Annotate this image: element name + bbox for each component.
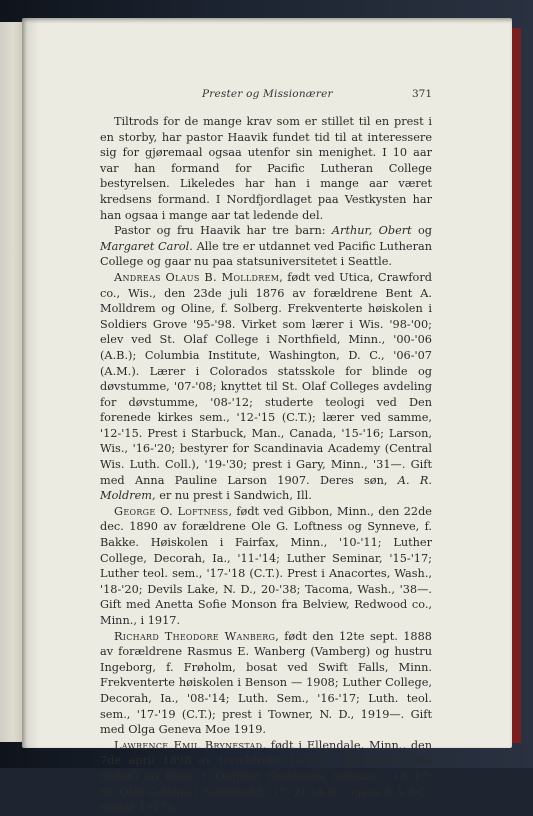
paragraph-loftness: George O. Loftness, født ved Gibbon, Minn., den 22de dec. 1890 av forældrene Ole G. Loftness og Synneve, f. Bakke. Høiskolen i Fairfax, Minn., '10-'11; Luther College, Decorah, Ia., '11-'14; Luther Seminar, '15-'17; Luther teol. sem., '17-'18 (C.T.). Prest i Anacortes, Wash., '18-'20; Devils Lake, N. D., 20-'38; Tacoma, Wash., '38—. Gift med Anetta Sofie Monson fra Belview, Redwood co., Minn., i 1917. xyxy=(100,504,432,627)
book-cover-edge xyxy=(512,28,521,743)
running-title: Prester og Missionærer xyxy=(202,88,333,100)
paragraph-haavik-children: Pastor og fru Haavik har tre barn: Arthur, Obert og Margaret Carol. Alle tre er utdannet ved Pacific Lutheran College og gaar nu paa statsuniversitetet i Seattle. xyxy=(100,224,433,269)
paragraph-molldrem: Andreas Olaus B. Molldrem, født ved Utica, Crawford co., Wis., den 23de juli 1876 av forældrene Bent A. Molldrem og Oline, f. Solberg. Frekventerte høiskolen i Soldiers Grove '95-'98. Virket som lærer i Wis. '98-'00; elev ved St. Olaf College i Northfield, Minn., '00-'06 (A.B.); Columbia Institute, Washington, D. C., '06-'07 (A.M.). Lærer i Colorados statsskole for blinde og døvstumme, '07-'08; knyttet til St. Olaf Colleges avdeling for døvstumme, '08-'12; studerte teologi ved Den forenede kirkes sem., '12-'15 (C.T.); lærer ved samme, '12-'15. Prest i Starbuck, Man., Canada, '15-'16; Larson, Wis., '16-'20; bestyrer for Scandinavia Academy (Central Wis. Luth. Coll.), '19-'30; prest i Gary, Minn., '31—. Gift med Anna Pauline Larson 1907. Deres søn, A. R. Moldrem, er nu prest i Sandwich, Ill. xyxy=(100,270,432,503)
page-header xyxy=(100,88,432,104)
entry-name: George O. Loftness xyxy=(114,504,229,518)
page-number: 371 xyxy=(411,88,432,100)
page-body xyxy=(100,114,432,816)
entry-name: Richard Theodore Wanberg xyxy=(114,629,276,643)
entry-name: Andreas Olaus B. Molldrem xyxy=(114,270,280,284)
previous-page-edge xyxy=(0,22,23,742)
paragraph-brynestad: Lawrence Emil Brynestad, født i Ellendale, Minn., den 7de april 1898 av forældrene Lewis J. Brynestad (fra Olden) og Elise, f. Quipter. Owatonna høiskole, '13-'17; St. Olaf College i Northfield, '17-'21 (A.B.; ogsaa S.A.T.C., soldat 1917); xyxy=(100,738,433,815)
paragraph-wanberg: Richard Theodore Wanberg, født den 12te sept. 1888 av forældrene Rasmus E. Wanberg (Vamberg) og hustru Ingeborg, f. Frøholm, bosat ved Swift Falls, Minn. Frekventerte høiskolen i Benson — 1908; Luther College, Decorah, Ia., '08-'14; Luth. Sem., '16-'17; Luth. teol. sem., '17-'19 (C.T.); prest i Towner, N. D., 1919—. Gift med Olga Geneva Moe 1919. xyxy=(100,629,432,737)
paragraph-haavik-interests: Tiltrods for de mange krav som er stillet til en prest i en storby, har pastor Haavik fundet tid til at interessere sig for gjøremaal ogsaa utenfor sin menighet. I 10 aar var han formand for Pacific Lutheran College bestyrelsen. Likeledes har han i mange aar været kredsens formand. I Nordfjordlaget paa Vestkysten har han ogsaa i mange aar tat ledende del. xyxy=(100,115,432,222)
entry-name: Lawrence Emil Brynestad xyxy=(114,738,263,752)
